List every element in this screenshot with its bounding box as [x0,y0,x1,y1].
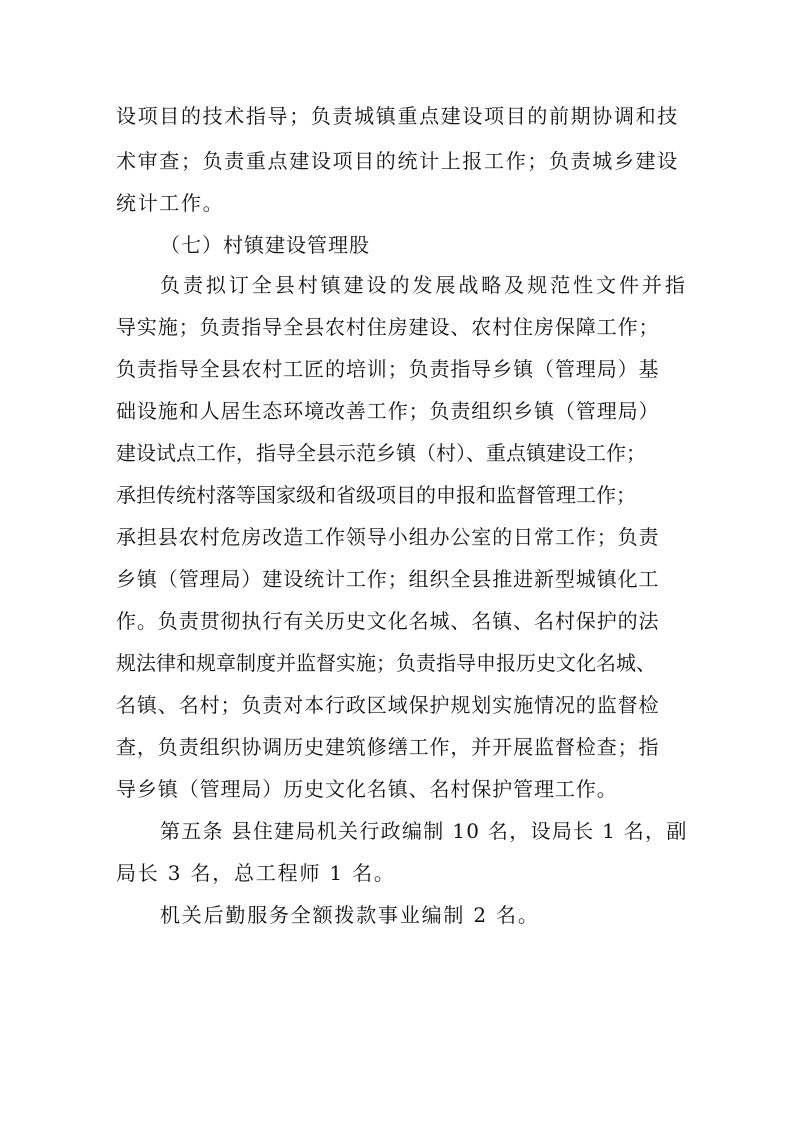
text-line: 术审查；负责重点建设项目的统计上报工作；负责城乡建设 [116,149,679,173]
text-line: 导乡镇（管理局）历史文化名镇、名村保护管理工作。 [116,777,618,801]
text-line: 乡镇（管理局）建设统计工作；组织全县推进新型城镇化工 [116,567,660,591]
text-line: 承担传统村落等国家级和省级项目的申报和监督管理工作； [116,483,636,507]
text-line: 建设试点工作，指导全县示范乡镇（村）、重点镇建设工作； [116,441,646,465]
text-line: 局长 3 名，总工程师 1 名。 [116,861,396,885]
section-heading: （七）村镇建设管理股 [160,233,370,257]
text-line: 设项目的技术指导；负责城镇重点建设项目的前期协调和技 [116,104,679,128]
text-line: 查，负责组织协调历史建筑修缮工作，并开展监督检查；指 [116,735,660,759]
article-line: 第五条 县住建局机关行政编制 10 名，设局长 1 名，副 [160,819,688,843]
text-line: 负责拟订全县村镇建设的发展战略及规范性文件并指 [160,273,688,297]
text-line: 作。负责贯彻执行有关历史文化名城、名镇、名村保护的法 [116,609,660,633]
text-line: 规法律和规章制度并监督实施；负责指导申报历史文化名城、 [116,651,656,675]
text-line: 础设施和人居生态环境改善工作；负责组织乡镇（管理局） [116,399,660,423]
text-line: 机关后勤服务全额拨款事业编制 2 名。 [160,903,540,927]
text-line: 负责指导全县农村工匠的培训；负责指导乡镇（管理局）基 [116,357,660,381]
text-line: 承担县农村危房改造工作领导小组办公室的日常工作；负责 [116,525,660,549]
text-line: 名镇、名村；负责对本行政区域保护规划实施情况的监督检 [116,693,660,717]
text-line: 统计工作。 [116,191,225,215]
text-line: 导实施；负责指导全县农村住房建设、农村住房保障工作； [116,315,660,339]
